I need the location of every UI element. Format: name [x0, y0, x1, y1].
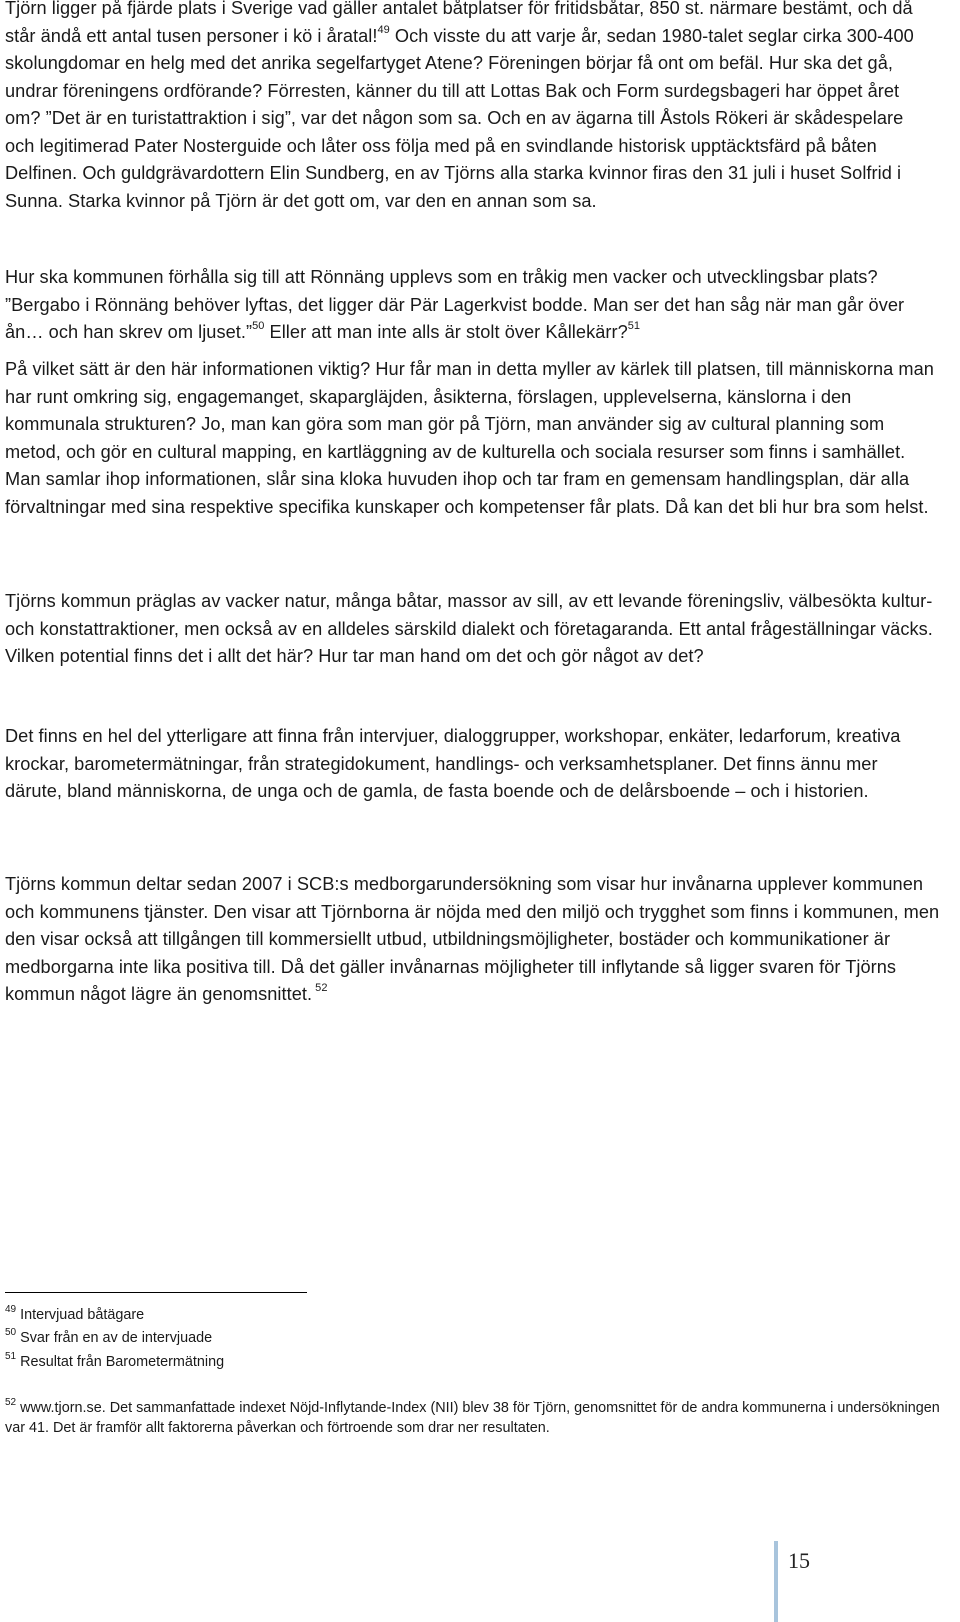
paragraph-6 — [5, 871, 940, 1009]
paragraph-3: På vilket sätt är den här informationen viktig? Hur får man in detta myller av kärlek till platsen, till människorna man har runt omkring sig, engagemanget, skapargläjden, åsikterna, förslagen, upplevelserna, känslorna i den kommunala strukturen? Jo, man kan göra som man gör på Tjörn, man använder sig av cultural planning som metod, och gör en cultural mapping, en kartläggning av de kulturella och sociala resurser som finns i samhället. Man samlar ihop informationen, slår sina kloka huvuden ihop och tar fram en gemensam handlingsplan, där alla förvaltningar med sina respektive specifika kunskaper och kompetenser får plats. Då kan det bli hur bra som helst. — [5, 359, 934, 517]
footnote-ref-50[interactable]: 50 — [252, 320, 265, 332]
footnote-50 — [5, 1328, 940, 1348]
footnote-separator — [5, 1292, 307, 1293]
paragraph-1-text-b: Och visste du att varje år, sedan 1980-talet seglar cirka 300-400 skolungdomar en helg med det anrika segelfartyget Atene? Föreningen börjar få ont om befäl. Hur ska det gå, undrar föreningens ordförande? Förresten, känner du till att Lottas Bak och Form surdegsbageri har öppet året om? ”Det är en turistattraktion i sig”, var det någon som sa. Och en av ägarna till Åstols Rökeri är skådespelare och legitimerad Pater Nosterguide och låter oss följa med på en svindlande historisk upptäcktsfärd på båten Delfinen. Och guldgrävardottern Elin Sundberg, en av Tjörns alla starka kvinnor firas den 31 juli i huset Solfrid i Sunna. Starka kvinnor på Tjörn är det gott om, var den en annan som sa. — [5, 25, 914, 211]
footnote-52 — [5, 1398, 940, 1438]
footnote-ref-51[interactable]: 51 — [627, 320, 641, 332]
footnote-text: Resultat från Barometermätning — [16, 1354, 225, 1370]
paragraph-4: Tjörns kommun präglas av vacker natur, många båtar, massor av sill, av ett levande föreningsliv, välbesökta kultur- och konstattraktioner, men också av en alldeles särskild dialekt och företagaranda. Ett antal frågeställningar väcks. Vilken potential finns det i allt det här? Hur tar man hand om det och gör något av det? — [5, 591, 933, 666]
paragraph-1 — [5, 0, 935, 215]
paragraph-2-text-b: Eller att man inte alls är stolt över Kållekärr? — [264, 322, 628, 342]
page-number: 15 — [788, 1548, 810, 1573]
footnote-number: 50 — [5, 1327, 17, 1338]
footnote-number: 49 — [5, 1304, 17, 1315]
page-number-bar — [774, 1541, 778, 1622]
footnote-text: Svar från en av de intervjuade — [16, 1330, 213, 1346]
footnote-number: 52 — [5, 1397, 17, 1408]
paragraph-6-text-a: Tjörns kommun deltar sedan 2007 i SCB:s medborgarundersökning som visar hur invånarna upplever kommunen och kommunens tjänster. Den visar att Tjörnborna är nöjda med den miljö och trygghet som finns i kommunen, men den visar också att tillgången till kommersiellt utbud, utbildningsmöjligheter, bostäder och kommunikationer är medborgarna inte lika positiva till. Då det gäller invånarnas möjligheter till inflytande så ligger svaren för Tjörns kommun något lägre än genomsnittet. — [5, 874, 940, 1004]
footnote-ref-49[interactable]: 49 — [377, 23, 390, 36]
footnote-ref-52[interactable]: 52 — [312, 982, 328, 994]
footnote-49 — [5, 1305, 940, 1325]
paragraph-2 — [5, 264, 935, 347]
paragraph-1-text-a: Tjörn ligger på fjärde plats i Sverige vad gäller antalet båtplatser för fritidsbåtar, 850 st. närmare bestämt, och då står ändå ett antal tusen personer i kö i åratal! — [5, 0, 913, 46]
footnote-51 — [5, 1352, 940, 1372]
paragraph-2-text-a: Hur ska kommunen förhålla sig till att Rönnäng upplevs som en tråkig men vacker och utvecklingsbar plats? ”Bergabo i Rönnäng behöver lyftas, det ligger där Pär Lagerkvist bodde. Man ser det han såg när man går över ån… och han skrev om ljuset.” — [5, 267, 905, 342]
footnote-text: www.tjorn.se. Det sammanfattade indexet Nöjd-Inflytande-Index (NII) blev 38 för Tjörn, genomsnittet för de andra kommunerna i undersökningen var 41. Det är framför allt faktorerna påverkan och förtroende som drar ner resultaten. — [5, 1400, 940, 1436]
footnote-number: 51 — [5, 1351, 17, 1362]
footnote-text: Intervjuad båtägare — [16, 1307, 145, 1323]
paragraph-5: Det finns en hel del ytterligare att finna från intervjuer, dialoggrupper, workshopar, enkäter, ledarforum, kreativa krockar, barometermätningar, från strategidokument, handlings- och verksamhetsplaner. Det finns ännu mer därute, bland människorna, de unga och de gamla, de fasta boende och de delårsboende – och i historien. — [5, 726, 901, 801]
